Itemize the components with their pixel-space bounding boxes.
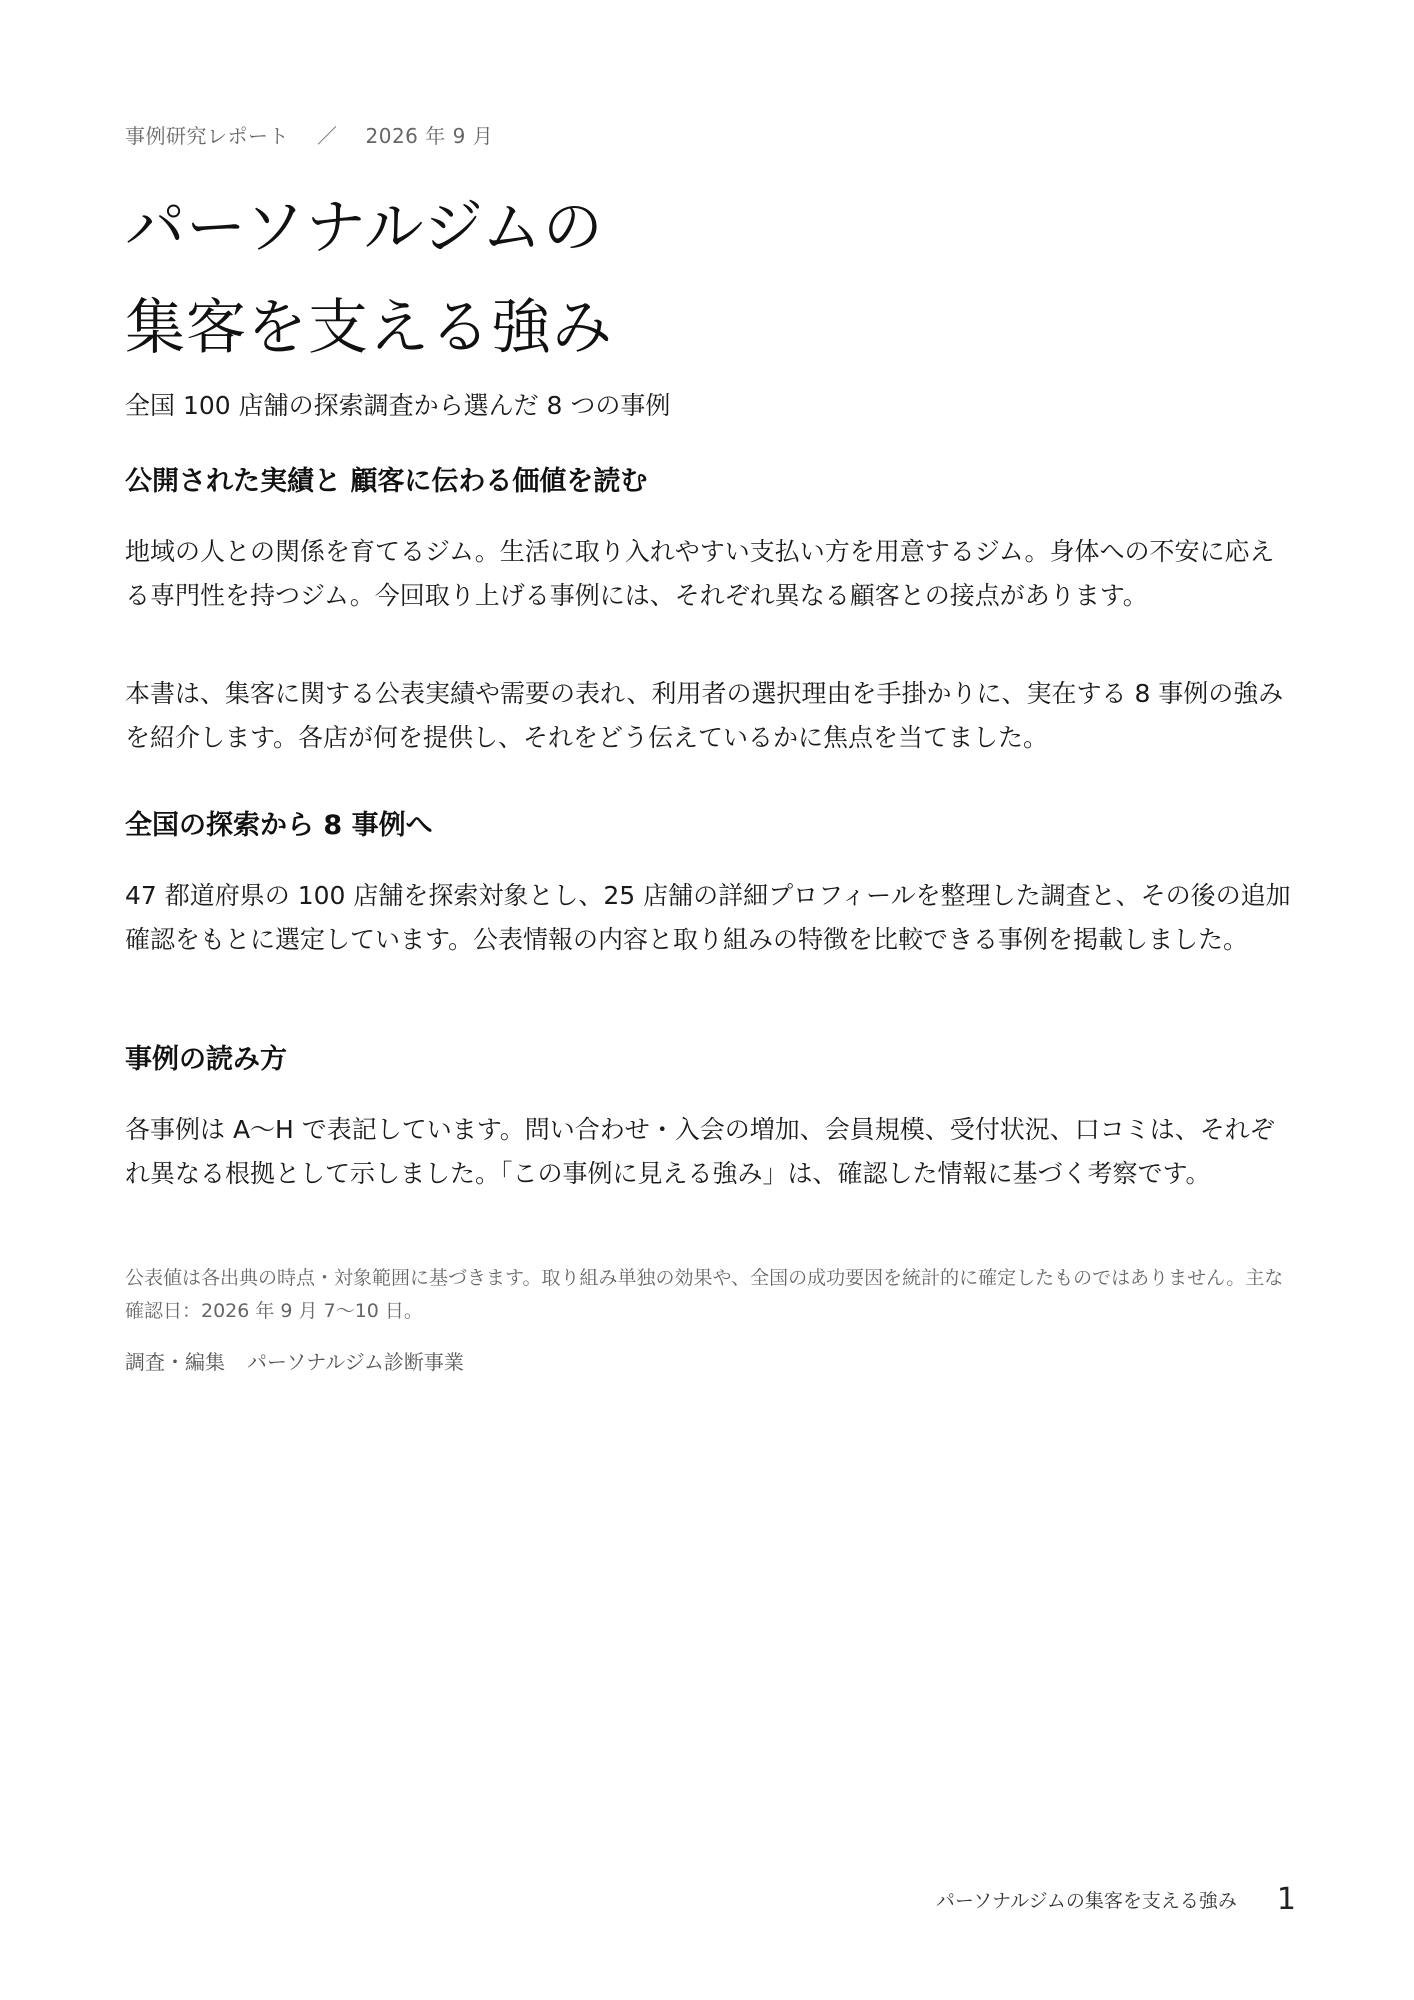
kicker-separator: ／: [317, 124, 338, 148]
page-subtitle: 全国 100 店舗の探索調査から選んだ 8 つの事例: [125, 391, 671, 420]
section-1-paragraph-2: 本書は、集客に関する公表実績や需要の表れ、利用者の選択理由を手掛かりに、実在する 8 事例の強みを紹介します。各店が何を提供し、それをどう伝えているかに焦点を当てました。: [125, 679, 1284, 752]
footer-title: パーソナルジムの集客を支える強み: [935, 1889, 1237, 1912]
report-page: [125, 0, 1290, 2000]
page-footer: [936, 1879, 1296, 1919]
section-2-paragraph-1: 47 都道府県の 100 店舗を探索対象とし、25 店舗の詳細プロフィールを整理した調査と、その後の追加確認をもとに選定しています。公表情報の内容と取り組みの特徴を比較できる事例を掲載しました。: [125, 881, 1291, 954]
credit-organization: パーソナルジム診断事業: [247, 1350, 464, 1374]
credit-label: 調査・編集: [125, 1350, 225, 1374]
section-1-paragraph-1: 地域の人との関係を育てるジム。生活に取り入れやすい支払い方を用意するジム。身体への不安に応える専門性を持つジム。今回取り上げる事例には、それぞれ異なる顧客との接点があります。: [125, 537, 1275, 610]
credit-line: [125, 1347, 464, 1377]
report-kicker: [125, 120, 493, 149]
title-line-1: パーソナルジムの: [125, 193, 604, 263]
disclaimer-note: 公表値は各出典の時点・対象範囲に基づきます。取り組み単独の効果や、全国の成功要因を統計的に確定したものではありません。主な確認日：2026 年 9 月 7〜10 日。: [125, 1267, 1284, 1322]
section-3-paragraph-1: 各事例は A〜H で表記しています。問い合わせ・入会の増加、会員規模、受付状況、口コミは、それぞれ異なる根拠として示しました。「この事例に見える強み」は、確認した情報に基づく考察です。: [125, 1115, 1275, 1188]
section-heading-3: 事例の読み方: [125, 1044, 287, 1075]
kicker-date: 2026 年 9 月: [365, 124, 494, 148]
page-title: [125, 178, 613, 378]
kicker-label: 事例研究レポート: [125, 124, 289, 148]
section-heading-2: 全国の探索から 8 事例へ: [125, 810, 433, 841]
section-heading-1: 公開された実績と 顧客に伝わる価値を読む: [125, 466, 648, 497]
page-number: 1: [1276, 1881, 1296, 1917]
title-line-2: 集客を支える強み: [125, 293, 613, 363]
